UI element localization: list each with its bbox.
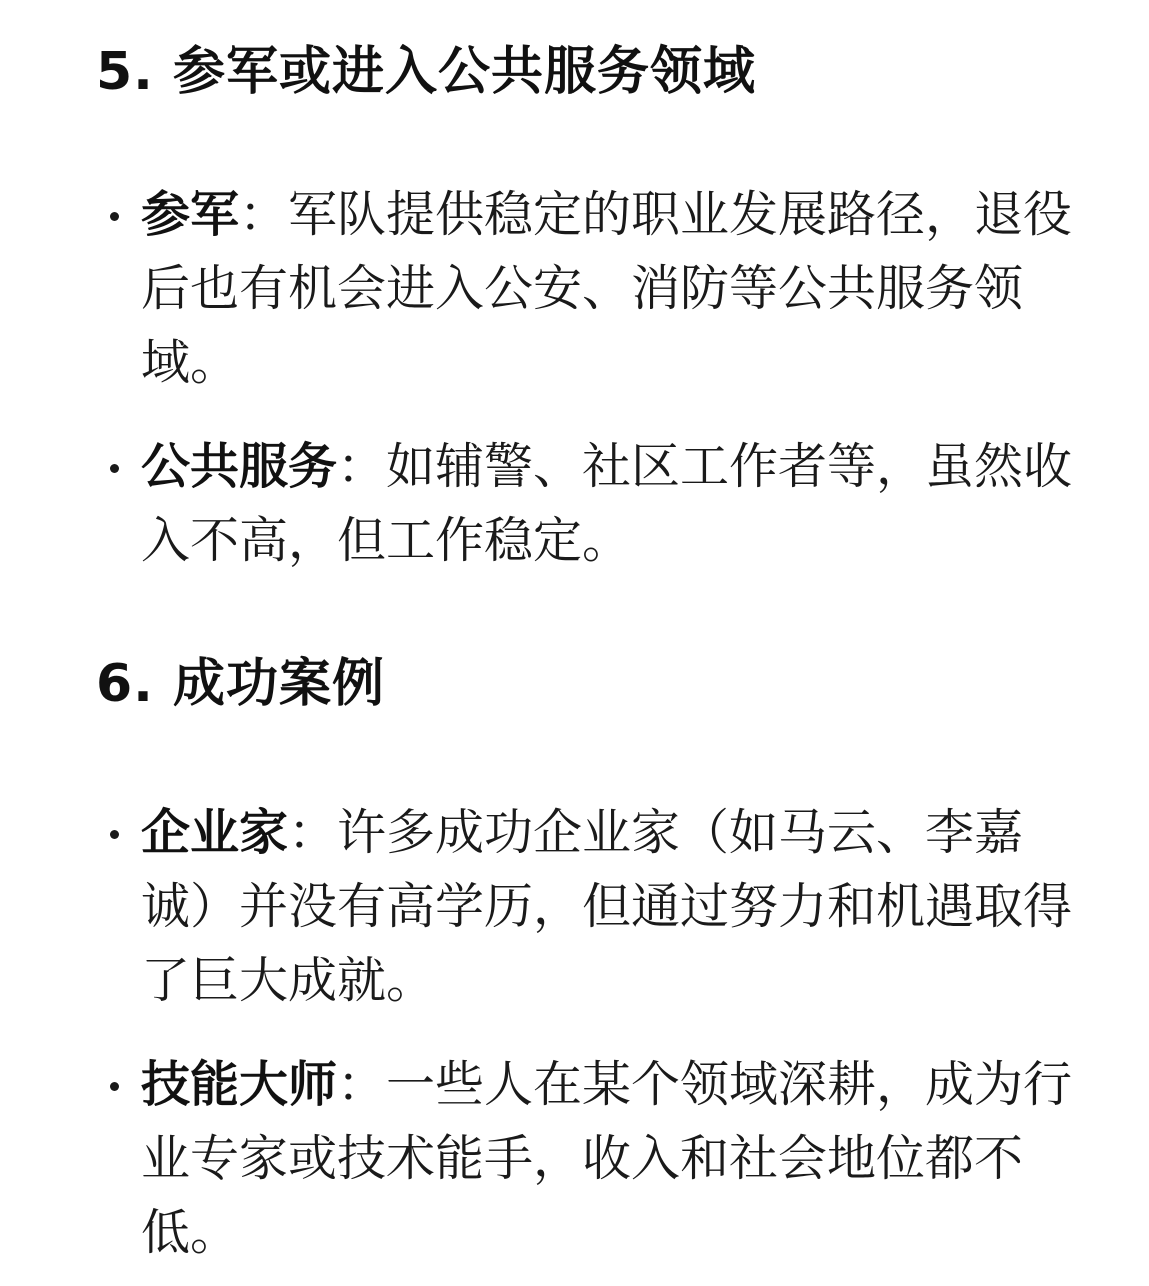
list-item (96, 796, 1073, 1018)
item-colon: ： (239, 186, 289, 243)
list-item (96, 1048, 1073, 1270)
item-text: 军队提供稳定的职业发展路径，退役后也有机会进入公安、消防等公共服务领域。 (141, 186, 1073, 391)
bullet-list (96, 178, 1073, 578)
section-heading: 6. 成功案例 (96, 654, 386, 714)
item-term: 公共服务 (141, 438, 338, 495)
section-heading: 5. 参军或进入公共服务领域 (96, 42, 757, 102)
list-item (96, 430, 1073, 578)
bullet-icon (110, 212, 119, 221)
item-text: 许多成功企业家（如马云、李嘉诚）并没有高学历，但通过努力和机遇取得了巨大成就。 (141, 804, 1073, 1009)
item-term: 企业家 (141, 804, 289, 861)
item-text: 一些人在某个领域深耕，成为行业专家或技术能手，收入和社会地位都不低。 (141, 1056, 1073, 1261)
item-term: 技能大师 (141, 1056, 338, 1113)
item-colon: ： (337, 438, 387, 495)
bullet-icon (110, 1082, 119, 1091)
list-item (96, 178, 1073, 400)
bullet-list (96, 796, 1073, 1270)
bullet-icon (110, 464, 119, 473)
bullet-icon (110, 830, 119, 839)
item-term: 参军 (141, 186, 240, 243)
item-text: 如辅警、社区工作者等，虽然收入不高，但工作稳定。 (141, 438, 1073, 569)
item-colon: ： (337, 1056, 387, 1113)
item-colon: ： (288, 804, 338, 861)
